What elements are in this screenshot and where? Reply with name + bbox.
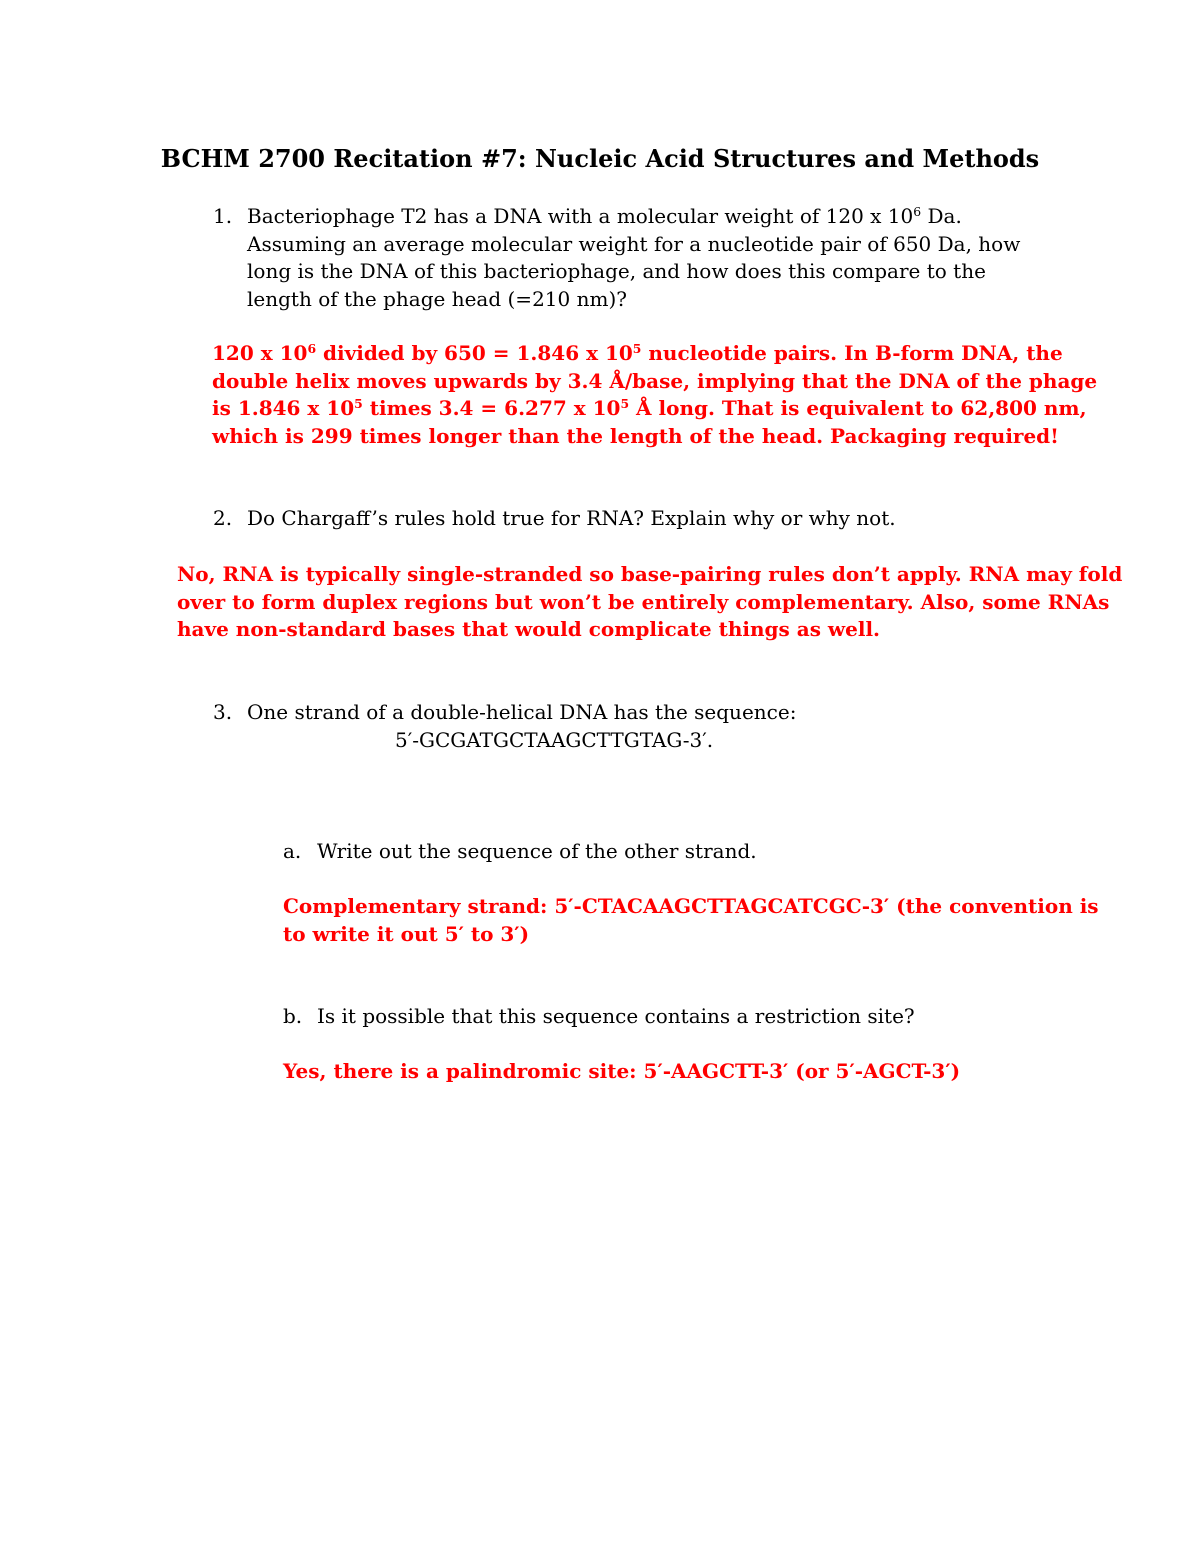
answer-2-line-3: have non-standard bases that would complicate things as well. [177,617,881,641]
answer-3a-line-2: to write it out 5′ to 3′) [283,921,530,946]
answer-3a-line-1: Complementary strand: 5′-CTACAAGCTTAGCATCGC-3′ (the convention is [283,894,1099,918]
dna-sequence: 5′-GCGATGCTAAGCTTGTAG-3′. [395,728,714,752]
question-1-line-2: Assuming an average molecular weight for a nucleotide pair of 650 Da, how [247,231,1021,256]
answer-2-line-1: No, RNA is typically single-stranded so base-pairing rules don’t apply. RNA may fold [177,562,1123,586]
question-3b-answer [283,1058,960,1086]
question-1-line-4: length of the phage head (=210 nm)? [247,286,627,311]
answer-1-line-3: is 1.846 x $10^5$ times 3.4 = 6.277 x $10^5$ Å long. That is equivalent to 62,800 nm, [212,396,1087,420]
question-1-answer [212,340,1097,450]
question-2-text: Do Chargaff’s rules hold true for RNA? Explain why or why not. [247,506,896,530]
answer-1-line-4: which is 299 times longer than the length of the head. Packaging required! [212,423,1059,448]
question-1-line-1: Bacteriophage T2 has a DNA with a molecular weight of 120 x $10^6$ Da. [247,204,962,228]
answer-1-line-2: double helix moves upwards by 3.4 Å/base, implying that the DNA of the phage [212,368,1098,393]
question-1-number: 1. [213,204,233,228]
question-3b-text: Is it possible that this sequence contains a restriction site? [317,1004,915,1028]
question-2-answer [177,561,1122,644]
answer-1-line-1: 120 x $10^6$ divided by 650 = 1.846 x $10^5$ nucleotide pairs. In B-form DNA, the [212,341,1063,365]
question-3a-text: Write out the sequence of the other strand. [317,839,757,863]
page-title: BCHM 2700 Recitation #7: Nucleic Acid Structures and Methods [160,144,1040,173]
question-1-text [247,203,1020,313]
question-3a-label: a. [283,839,302,863]
question-1-line-3: long is the DNA of this bacteriophage, and how does this compare to the [247,259,986,283]
question-3b-label: b. [283,1004,303,1028]
question-2-number: 2. [213,506,233,530]
question-3-text: One strand of a double-helical DNA has the sequence: [247,700,797,724]
question-3a-answer [283,893,1099,948]
question-3-number: 3. [213,700,233,724]
answer-2-line-2: over to form duplex regions but won’t be entirely complementary. Also, some RNAs [177,589,1110,614]
answer-3b-line-1: Yes, there is a palindromic site: 5′-AAGCTT-3′ (or 5′-AGCT-3′) [283,1059,961,1083]
